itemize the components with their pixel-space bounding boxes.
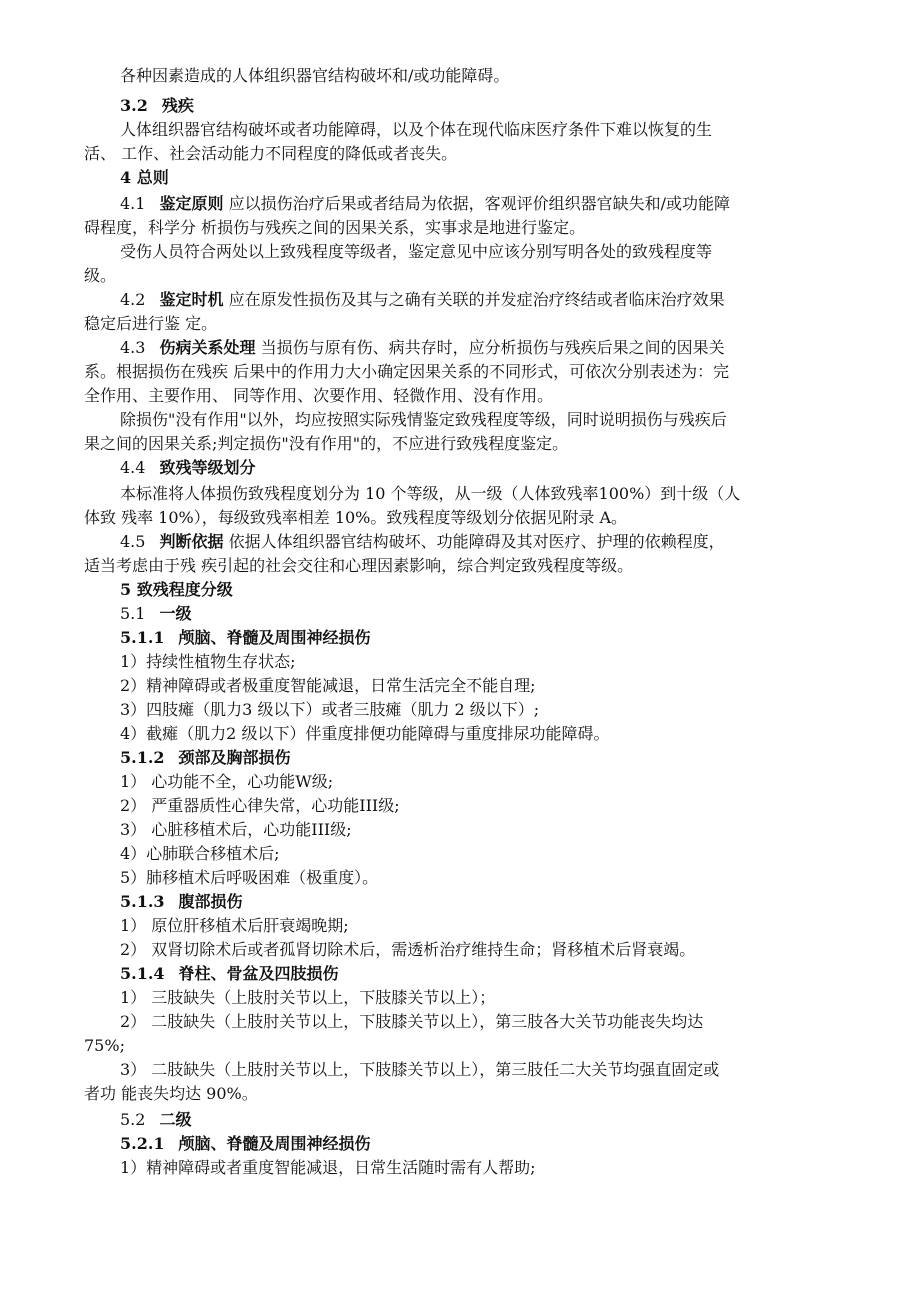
section-number: 5.1.4 xyxy=(120,964,165,983)
paragraph-line: 活、 工作、社会活动能力不同程度的降低或者丧失。 xyxy=(84,144,458,163)
paragraph-line: 适当考虑由于残 疾引起的社会交往和心理因素影响，综合判定致残程度等级。 xyxy=(84,556,634,575)
section-heading-5-1-4 xyxy=(120,962,339,986)
section-title: 总则 xyxy=(136,168,169,187)
paragraph-line: 人体组织器官结构破坏或者功能障碍，以及个体在现代临床医疗条件下难以恢复的生 xyxy=(120,120,713,139)
list-item: 3） 心脏移植术后，心功能III级; xyxy=(120,820,352,839)
list-item: 2） 严重器质性心律失常，心功能III级; xyxy=(120,796,400,815)
section-text: 应在原发性损伤及其与之确有关联的并发症治疗终结或者临床治疗效果 xyxy=(228,290,725,309)
section-heading-5-1-2 xyxy=(120,746,291,770)
list-item: 1）精神障碍或者重度智能减退，日常生活随时需有人帮助; xyxy=(120,1158,536,1177)
section-heading-5-1 xyxy=(120,602,191,626)
list-item: 4）心肺联合移植术后; xyxy=(120,844,280,863)
section-title: 鉴定原则 xyxy=(159,194,224,213)
section-title: 颈部及胸部损伤 xyxy=(178,748,291,767)
list-item: 2） 二肢缺失（上肢肘关节以上，下肢膝关节以上），第三肢各大关节功能丧失均达 xyxy=(120,1012,704,1031)
section-heading-5-1-3 xyxy=(120,890,243,914)
list-item: 1）持续性植物生存状态; xyxy=(120,652,296,671)
section-heading-4 xyxy=(120,166,169,190)
section-number: 5.2.1 xyxy=(120,1134,165,1153)
section-number: 4 xyxy=(120,168,132,187)
section-number: 3.2 xyxy=(120,96,148,115)
paragraph-line: 本标准将人体损伤致残程度划分为 10 个等级，从一级（人体致残率100%）到十级（人 xyxy=(120,484,741,503)
list-item-continuation: 75%; xyxy=(84,1036,125,1055)
section-title: 鉴定时机 xyxy=(159,290,224,309)
section-title: 一级 xyxy=(159,604,192,623)
section-number: 4.2 xyxy=(120,290,146,309)
section-4-5-line xyxy=(120,530,725,554)
list-item: 3） 二肢缺失（上肢肘关节以上，下肢膝关节以上），第三肢任二大关节均强直固定或 xyxy=(120,1060,720,1079)
section-number: 5.1 xyxy=(120,604,146,623)
section-number: 5.2 xyxy=(120,1110,146,1129)
paragraph-line: 体致 残率 10%），每级致残率相差 10%。致残程度等级划分依据见附录 A。 xyxy=(84,508,628,527)
section-text: 依据人体组织器官结构破坏、功能障碍及其对医疗、护理的依赖程度， xyxy=(228,532,725,551)
paragraph-line: 各种因素造成的人体组织器官结构破坏和/或功能障碍。 xyxy=(120,66,510,85)
section-title: 残疾 xyxy=(161,96,194,115)
section-heading-5-2 xyxy=(120,1108,191,1132)
section-number: 4.5 xyxy=(120,532,146,551)
section-number: 5.1.3 xyxy=(120,892,165,911)
section-4-3-line xyxy=(120,336,725,360)
list-item: 3）四肢瘫（肌力3 级以下）或者三肢瘫（肌力 2 级以下）; xyxy=(120,700,540,719)
section-title: 颅脑、脊髓及周围神经损伤 xyxy=(178,1134,371,1153)
paragraph-line: 全作用、主要作用、 同等作用、次要作用、轻微作用、没有作用。 xyxy=(84,386,554,405)
section-title: 脊柱、骨盆及四肢损伤 xyxy=(178,964,339,983)
list-item: 1） 心功能不全，心功能W级; xyxy=(120,772,334,791)
paragraph-line: 系。根据损伤在残疾 后果中的作用力大小确定因果关系的不同形式，可依次分别表述为：完 xyxy=(84,362,730,381)
section-number: 4.1 xyxy=(120,194,146,213)
list-item: 1） 三肢缺失（上肢肘关节以上，下肢膝关节以上）； xyxy=(120,988,496,1007)
paragraph-line: 受伤人员符合两处以上致残程度等级者，鉴定意见中应该分别写明各处的致残程度等 xyxy=(120,242,713,261)
section-title: 致残程度分级 xyxy=(136,580,233,599)
section-heading-4-4 xyxy=(120,456,255,480)
section-4-2-line xyxy=(120,288,725,312)
paragraph-line: 除损伤"没有作用"以外，均应按照实际残情鉴定致残程度等级，同时说明损伤与残疾后 xyxy=(120,410,727,429)
section-title: 腹部损伤 xyxy=(178,892,243,911)
list-item: 2） 双肾切除术后或者孤肾切除术后，需透析治疗维持生命；肾移植术后肾衰竭。 xyxy=(120,940,696,959)
list-item: 1） 原位肝移植术后肝衰竭晚期; xyxy=(120,916,349,935)
section-number: 4.4 xyxy=(120,458,146,477)
paragraph-line: 级。 xyxy=(84,266,117,285)
section-number: 5.1.2 xyxy=(120,748,165,767)
list-item: 2）精神障碍或者极重度智能减退，日常生活完全不能自理; xyxy=(120,676,536,695)
section-title: 致残等级划分 xyxy=(159,458,256,477)
section-heading-3-2 xyxy=(120,94,194,118)
paragraph-line: 稳定后进行鉴 定。 xyxy=(84,314,218,333)
section-number: 5.1.1 xyxy=(120,628,165,647)
section-text: 当损伤与原有伤、病共存时，应分析损伤与残疾后果之间的因果关 xyxy=(260,338,725,357)
paragraph-line: 碍程度，科学分 析损伤与残疾之间的因果关系，实事求是地进行鉴定。 xyxy=(84,218,586,237)
list-item: 5）肺移植术后呼吸困难（极重度）。 xyxy=(120,868,379,887)
section-number: 5 xyxy=(120,580,132,599)
section-title: 二级 xyxy=(159,1110,192,1129)
section-title: 颅脑、脊髓及周围神经损伤 xyxy=(178,628,371,647)
section-title: 判断依据 xyxy=(159,532,224,551)
section-heading-5-1-1 xyxy=(120,626,371,650)
list-item-continuation: 者功 能丧失均达 90%。 xyxy=(84,1084,258,1103)
list-item: 4）截瘫（肌力2 级以下）伴重度排便功能障碍与重度排尿功能障碍。 xyxy=(120,724,610,743)
section-number: 4.3 xyxy=(120,338,146,357)
paragraph-line: 果之间的因果关系;判定损伤"没有作用"的，不应进行致残程度鉴定。 xyxy=(84,434,569,453)
section-4-1-line xyxy=(120,192,730,216)
section-title: 伤病关系处理 xyxy=(159,338,256,357)
section-text: 应以损伤治疗后果或者结局为依据，客观评价组织器官缺失和/或功能障 xyxy=(228,194,730,213)
section-heading-5 xyxy=(120,578,233,602)
section-heading-5-2-1 xyxy=(120,1132,371,1156)
